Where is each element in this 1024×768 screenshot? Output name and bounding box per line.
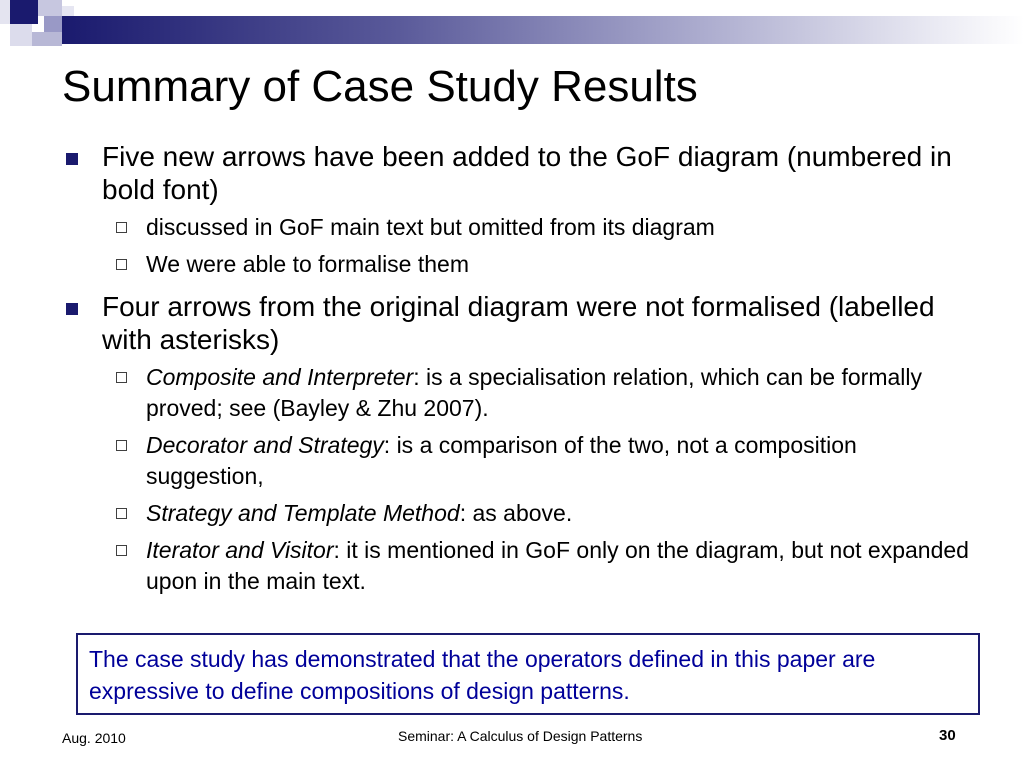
sub-bullet-item	[62, 498, 972, 529]
conclusion-callout: The case study has demonstrated that the operators defined in this paper are expressive to define compositions of design patterns.	[76, 633, 980, 715]
sub-bullet-emphasis: Decorator and Strategy	[146, 432, 384, 458]
decor-square	[10, 0, 38, 24]
decor-square	[62, 6, 74, 16]
hollow-square-bullet-icon	[116, 222, 127, 233]
decor-square	[10, 24, 32, 46]
hollow-square-bullet-icon	[116, 440, 127, 451]
sub-bullet-item	[62, 535, 972, 597]
sub-bullet-item	[62, 430, 972, 492]
hollow-square-bullet-icon	[116, 372, 127, 383]
bullet-item	[62, 290, 972, 356]
sub-bullet-item	[62, 362, 972, 424]
decor-square	[32, 32, 62, 46]
sub-bullet-text: : is a specialisation relation, which can be formally proved; see (Bayley & Zhu 2007).	[146, 364, 922, 421]
square-bullet-icon	[66, 303, 78, 315]
footer-date: Aug. 2010	[62, 730, 126, 746]
square-bullet-icon	[66, 153, 78, 165]
sub-bullet-text: : it is mentioned in GoF only on the diagram, but not expanded upon in the main text.	[146, 537, 969, 594]
header-gradient-bar	[62, 16, 1024, 44]
page-number: 30	[939, 727, 956, 744]
hollow-square-bullet-icon	[116, 545, 127, 556]
slide-title: Summary of Case Study Results	[62, 62, 698, 111]
sub-bullet-text: discussed in GoF main text but omitted from its diagram	[146, 214, 715, 240]
sub-bullet-emphasis: Composite and Interpreter	[146, 364, 414, 390]
decor-square	[44, 16, 62, 32]
sub-bullet-text: We were able to formalise them	[146, 251, 469, 277]
sub-bullet-item	[62, 212, 972, 243]
sub-bullet-text: : is a comparison of the two, not a composition suggestion,	[146, 432, 857, 489]
bullet-text: Four arrows from the original diagram were not formalised (labelled with asterisks)	[102, 291, 935, 355]
sub-bullet-item	[62, 249, 972, 280]
hollow-square-bullet-icon	[116, 259, 127, 270]
footer-seminar-title: Seminar: A Calculus of Design Patterns	[398, 728, 643, 744]
bullet-item	[62, 140, 972, 206]
sub-bullet-emphasis: Strategy and Template Method	[146, 500, 460, 526]
decor-square	[38, 0, 62, 16]
slide-content	[62, 140, 972, 603]
sub-bullet-text: : as above.	[459, 500, 573, 526]
hollow-square-bullet-icon	[116, 508, 127, 519]
sub-bullet-emphasis: Iterator and Visitor	[146, 537, 334, 563]
decor-square	[0, 0, 10, 24]
bullet-text: Five new arrows have been added to the GoF diagram (numbered in bold font)	[102, 141, 952, 205]
